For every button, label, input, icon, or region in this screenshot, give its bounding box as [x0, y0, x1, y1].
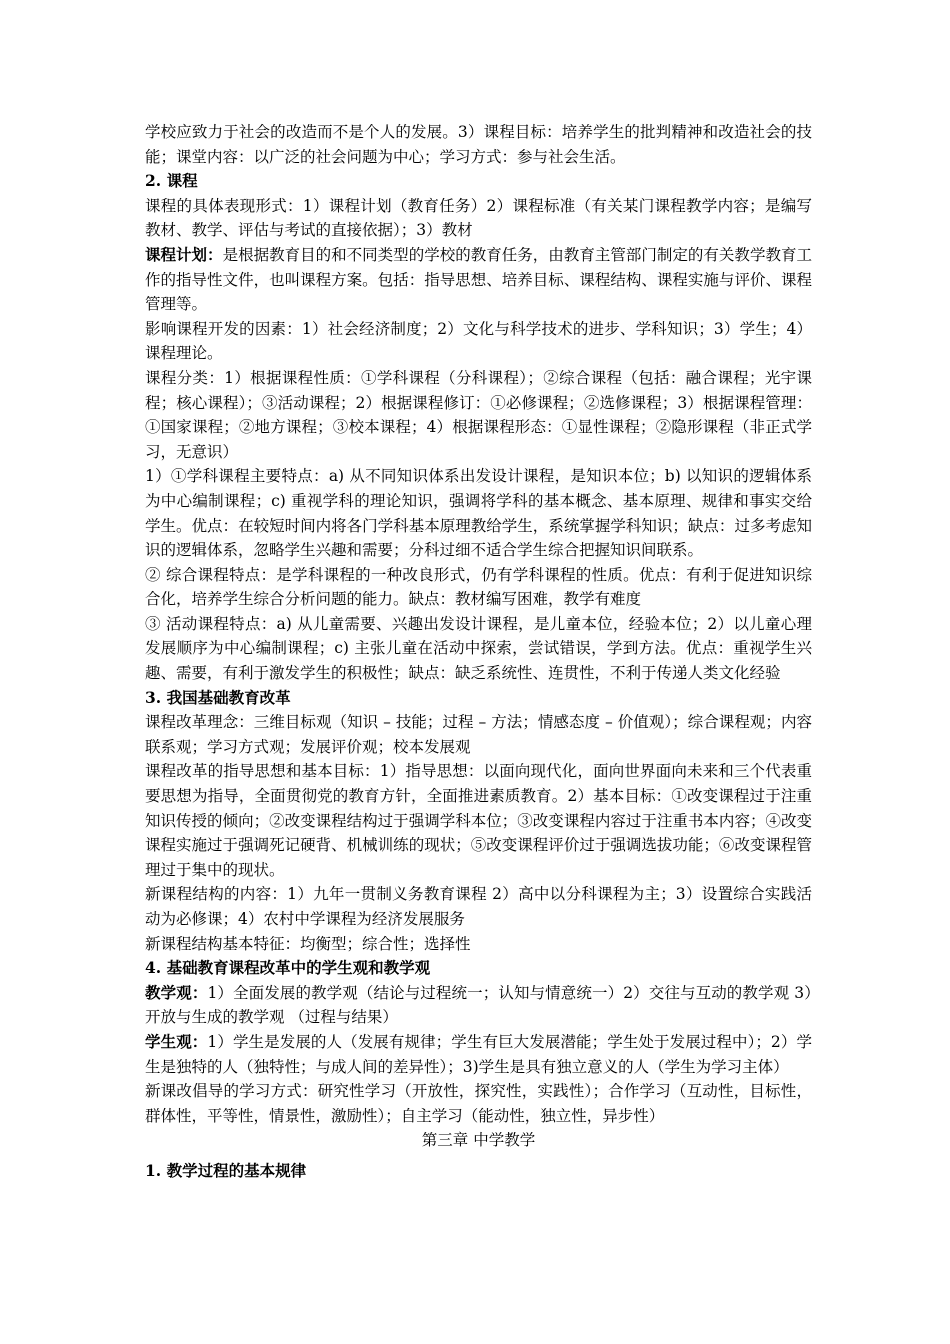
paragraph-lead: 学生观： — [145, 1031, 208, 1051]
paragraph: ③ 活动课程特点：a) 从儿童需要、兴趣出发设计课程，是儿童本位，经验本位；2）以儿童心理发展顺序为中心编制课程；c) 主张儿童在活动中探索，尝试错误，学到方法。优点：重视学生兴趣、需要，有利于激发学生的积极性；缺点：缺乏系统性、连贯性，不利于传递人类文化经验 — [145, 614, 812, 683]
section-heading: 2. 课程 — [145, 171, 198, 191]
paragraph: 学校应致力于社会的改造而不是个人的发展。3）课程目标：培养学生的批判精神和改造社会的技能；课堂内容：以广泛的社会问题为中心；学习方式：参与社会生活。 — [145, 123, 812, 166]
paragraph — [145, 243, 812, 317]
paragraph: 新课程结构的内容：1）九年一贯制义务教育课程 2）高中以分科课程为主；3）设置综合实践活动为必修课；4）农村中学课程为经济发展服务 — [145, 885, 812, 928]
paragraph — [145, 1030, 812, 1079]
paragraph-body: 是根据教育目的和不同类型的学校的教育任务，由教育主管部门制定的有关教学教育工作的指导性文件，也叫课程方案。包括：指导思想、培养目标、课程结构、课程实施与评价、课程管理等。 — [145, 245, 812, 314]
paragraph-lead: 课程计划： — [145, 244, 223, 264]
section-heading: 4. 基础教育课程改革中的学生观和教学观 — [145, 958, 431, 978]
section-heading: 3. 我国基础教育改革 — [145, 687, 291, 707]
paragraph: 新课改倡导的学习方式：研究性学习（开放性，探究性，实践性）；合作学习（互动性，目标性，群体性，平等性，情景性，激励性）；自主学习（能动性，独立性，异步性） — [145, 1082, 812, 1125]
paragraph: 课程分类：1）根据课程性质：①学科课程（分科课程）；②综合课程（包括：融合课程；光宇课程；核心课程）；③活动课程；2）根据课程修订：①必修课程；②选修课程；3）根据课程管理：①国家课程；②地方课程；③校本课程；4）根据课程形态：①显性课程；②隐形课程（非正式学习，无意识） — [145, 368, 812, 461]
paragraph-body: 1）全面发展的教学观（结论与过程统一；认知与情意统一）2）交往与互动的教学观 3）开放与生成的教学观 （过程与结果） — [145, 983, 812, 1027]
paragraph: 新课程结构基本特征：均衡型；综合性；选择性 — [145, 934, 471, 953]
paragraph: ② 综合课程特点：是学科课程的一种改良形式，仍有学科课程的性质。优点：有利于促进知识综合化，培养学生综合分析问题的能力。缺点：教材编写困难，教学有难度 — [145, 565, 812, 609]
paragraph: 1）①学科课程主要特点：a) 从不同知识体系出发设计课程，是知识本位；b) 以知识的逻辑体系为中心编制课程；c) 重视学科的理论知识，强调将学科的基本概念、基本原理、规律和事实交给学生。优点：在较短时间内将各门学科基本原理教给学生，系统掌握学科知识；缺点：过多考虑知识的逻辑体系，忽略学生兴趣和需要；分科过细不适合学生综合把握知识间联系。 — [145, 467, 812, 560]
paragraph-lead: 教学观： — [145, 982, 208, 1002]
paragraph: 影响课程开发的因素：1）社会经济制度；2）文化与科学技术的进步、学科知识；3）学生；4）课程理论。 — [145, 319, 812, 363]
paragraph — [145, 981, 812, 1030]
section-heading: 1. 教学过程的基本规律 — [145, 1160, 307, 1180]
paragraph-body: 1）学生是发展的人（发展有规律；学生有巨大发展潜能；学生处于发展过程中）；2）学生是独特的人（独特性；与成人间的差异性）；3)学生是具有独立意义的人（学生为学习主体） — [145, 1032, 812, 1076]
paragraph: 课程改革理念：三维目标观（知识 – 技能；过程 – 方法；情感态度 – 价值观）；综合课程观；内容联系观；学习方式观；发展评价观；校本发展观 — [145, 713, 812, 756]
paragraph: 课程改革的指导思想和基本目标：1）指导思想：以面向现代化，面向世界面向未来和三个代表重要思想为指导，全面贯彻党的教育方针，全面推进素质教育。2）基本目标：①改变课程过于注重知识传授的倾向；②改变课程结构过于强调学科本位；③改变课程内容过于注重书本内容；④改变课程实施过于强调死记硬背、机械训练的现状；⑤改变课程评价过于强调选拔功能；⑥改变课程管理过于集中的现状。 — [145, 762, 812, 879]
chapter-title: 第三章 中学教学 — [421, 1131, 536, 1150]
paragraph: 课程的具体表现形式：1）课程计划（教育任务）2）课程标准（有关某门课程教学内容；是编写教材、教学、评估与考试的直接依据）；3）教材 — [145, 196, 812, 240]
